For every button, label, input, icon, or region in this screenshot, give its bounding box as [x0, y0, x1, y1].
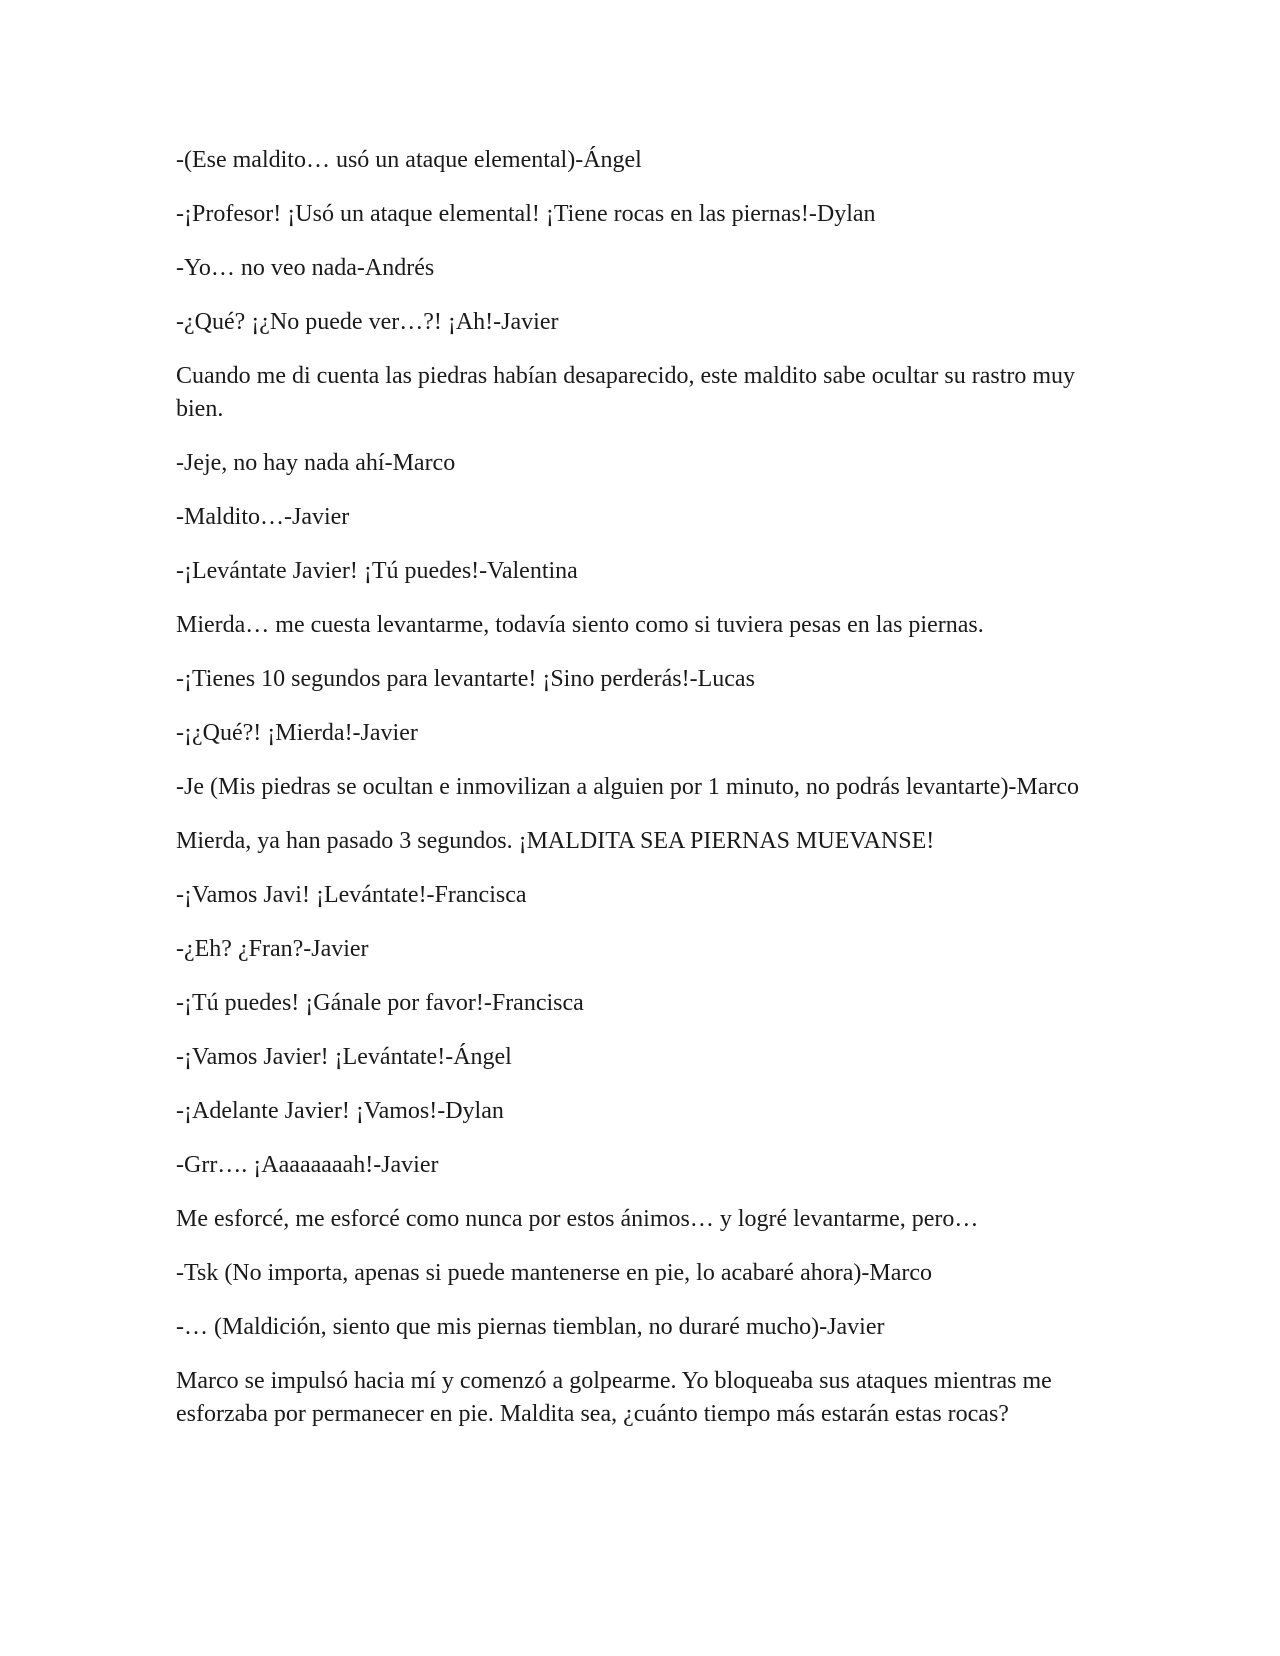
paragraph-19: -Grr…. ¡Aaaaaaaah!-Javier: [176, 1152, 439, 1178]
paragraph-14: -¡Vamos Javi! ¡Levántate!-Francisca: [176, 882, 527, 908]
paragraph-9: Mierda… me cuesta levantarme, todavía siento como si tuviera pesas en las piernas.: [176, 612, 984, 638]
paragraph-17: -¡Vamos Javier! ¡Levántate!-Ángel: [176, 1044, 512, 1070]
paragraph-10: -¡Tienes 10 segundos para levantarte! ¡Sino perderás!-Lucas: [176, 666, 755, 692]
body-text: [176, 144, 1106, 1452]
paragraph-4: -¿Qué? ¡¿No puede ver…?! ¡Ah!-Javier: [176, 309, 559, 335]
paragraph-12: -Je (Mis piedras se ocultan e inmovilizan a alguien por 1 minuto, no podrás levantarte)-Marco: [176, 774, 1080, 800]
paragraph-1: -(Ese maldito… usó un ataque elemental)-Ángel: [176, 147, 642, 173]
paragraph-6: -Jeje, no hay nada ahí-Marco: [176, 450, 456, 476]
paragraph-23: Marco se impulsó hacia mí y comenzó a golpearme. Yo bloqueaba sus ataques mientras me esforzaba por permanecer en pie. Maldita sea, ¿cuánto tiempo más estarán estas rocas?: [176, 1368, 1052, 1427]
paragraph-22: -… (Maldición, siento que mis piernas tiemblan, no duraré mucho)-Javier: [176, 1314, 885, 1340]
paragraph-3: -Yo… no veo nada-Andrés: [176, 255, 435, 281]
paragraph-2: -¡Profesor! ¡Usó un ataque elemental! ¡Tiene rocas en las piernas!-Dylan: [176, 201, 876, 227]
paragraph-11: -¡¿Qué?! ¡Mierda!-Javier: [176, 720, 418, 746]
paragraph-5: Cuando me di cuenta las piedras habían desaparecido, este maldito sabe ocultar su rastro muy bien.: [176, 363, 1076, 422]
paragraph-15: -¿Eh? ¿Fran?-Javier: [176, 936, 369, 962]
paragraph-13: Mierda, ya han pasado 3 segundos. ¡MALDITA SEA PIERNAS MUEVANSE!: [176, 828, 935, 854]
paragraph-20: Me esforcé, me esforcé como nunca por estos ánimos… y logré levantarme, pero…: [176, 1206, 979, 1232]
paragraph-21: -Tsk (No importa, apenas si puede mantenerse en pie, lo acabaré ahora)-Marco: [176, 1260, 932, 1286]
paragraph-18: -¡Adelante Javier! ¡Vamos!-Dylan: [176, 1098, 504, 1124]
paragraph-7: -Maldito…-Javier: [176, 504, 350, 530]
paragraph-16: -¡Tú puedes! ¡Gánale por favor!-Francisca: [176, 990, 584, 1016]
paragraph-8: -¡Levántate Javier! ¡Tú puedes!-Valentina: [176, 558, 578, 584]
